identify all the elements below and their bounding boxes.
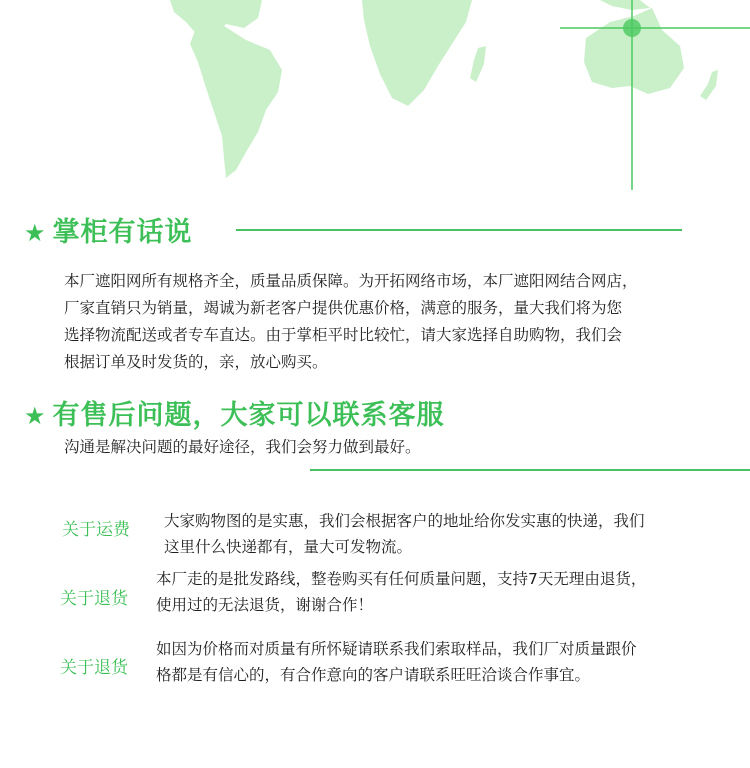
item-text-returns [156, 566, 646, 618]
item-line: 格都是有信心的，有合作意向的客户请联系旺旺洽谈合作事宜。 [156, 666, 591, 684]
map-marker [623, 19, 641, 37]
section-heading-after-sales [24, 393, 445, 432]
item-label-returns: 关于退货 [60, 589, 128, 609]
section-heading-shopkeeper [24, 210, 193, 249]
map-south-america [190, 26, 282, 178]
divider [310, 469, 750, 471]
map-islands [600, 0, 650, 10]
star-icon: ★ [24, 219, 47, 247]
section-title: 有售后问题，大家可以联系客服 [52, 400, 445, 431]
paragraph-line: 厂家直销只为销量，竭诚为新老客户提供优惠价格，满意的服务，量大我们将为您 [64, 299, 623, 317]
world-map-illustration [0, 0, 750, 200]
item-line: 本厂走的是批发路线，整卷购买有任何质量问题，支持7天无理由退货， [156, 570, 647, 588]
paragraph-line: 选择物流配送或者专车直达。由于掌柜平时比较忙，请大家选择自助购物，我们会 [64, 326, 623, 344]
item-line: 使用过的无法退货，谢谢合作！ [156, 596, 374, 614]
map-africa [362, 0, 472, 106]
section-title: 掌柜有话说 [52, 217, 193, 248]
item-line: 这里什么快递都有，量大可发物流。 [164, 538, 413, 556]
shopkeeper-paragraph [64, 268, 638, 376]
item-text-samples [156, 636, 637, 688]
map-new-zealand [700, 70, 718, 100]
star-icon: ★ [24, 402, 47, 430]
paragraph-line: 根据订单及时发货的，亲，放心购买。 [64, 353, 328, 371]
item-label-shipping: 关于运费 [62, 520, 130, 540]
divider [236, 229, 682, 231]
item-line: 大家购物图的是实惠，我们会根据客户的地址给你发实惠的快递，我们 [164, 512, 645, 530]
paragraph-line: 本厂遮阳网所有规格齐全，质量品质保障。为开拓网络市场，本厂遮阳网结合网店， [64, 272, 638, 290]
section-subtitle: 沟通是解决问题的最好途径，我们会努力做到最好。 [64, 438, 421, 456]
item-text-shipping [164, 508, 645, 560]
item-line: 如因为价格而对质量有所怀疑请联系我们索取样品，我们厂对质量跟价 [156, 640, 637, 658]
map-madagascar [470, 46, 486, 82]
item-label-returns-samples: 关于退货 [60, 658, 128, 678]
